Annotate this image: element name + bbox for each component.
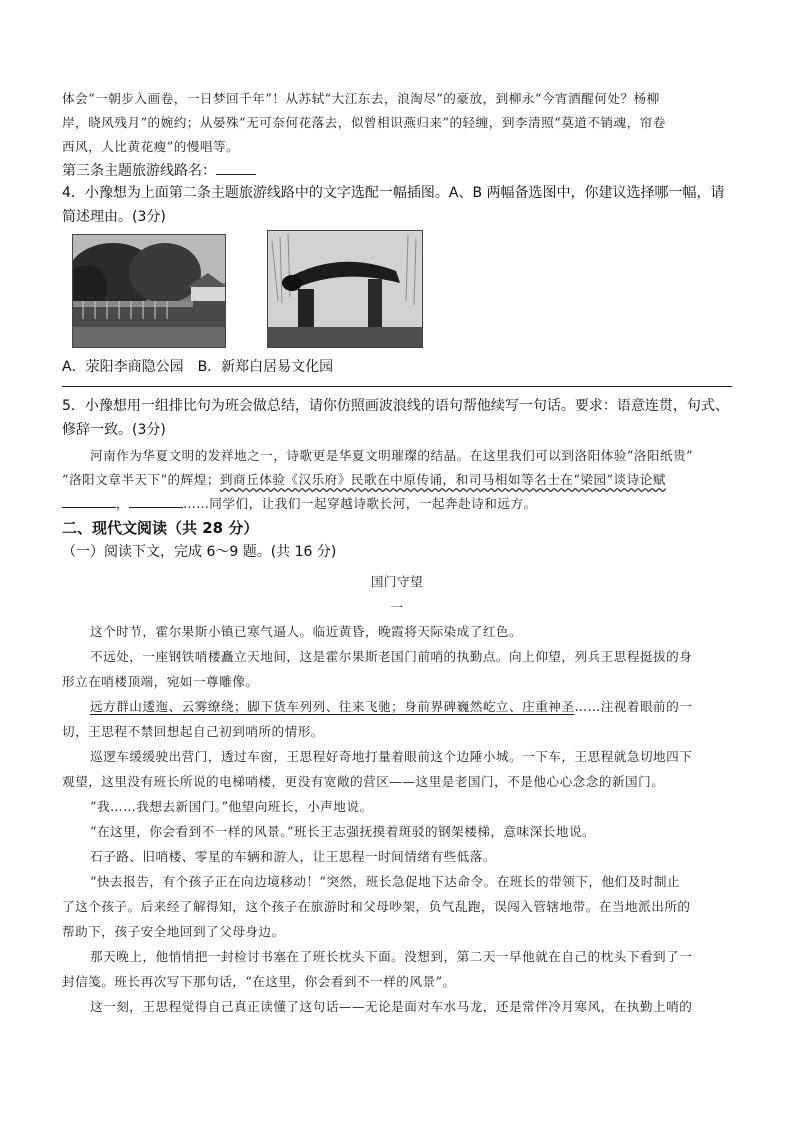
article-line: 那天晚上，他悄悄把一封检讨书塞在了班长枕头下面。没想到，第二天一早他就在自己的枕头下看到了一 — [90, 949, 693, 964]
q5-paragraph-line — [62, 493, 732, 517]
q5-paragraph-line: 河南作为华夏文明的发祥地之一，诗歌更是华夏文明璀璨的结晶。在这里我们可以到洛阳体验“洛阳纸贵” — [90, 448, 694, 463]
photo-b — [267, 230, 423, 348]
photo-a — [72, 234, 226, 348]
question-5-line: 5．小豫想用一组排比句为班会做总结，请你仿照画波浪线的语句帮他续写一句话。要求：语意连贯，句式、 — [62, 398, 729, 414]
q5-text: “洛阳文章半天下”的辉煌； — [62, 472, 220, 487]
article-line: 这个时节，霍尔果斯小镇已寒气逼人。临近黄昏，晚霞将天际染成了红色。 — [90, 624, 523, 639]
q5-text: ……同学们，让我们一起穿越诗歌长河，一起奔赴诗和远方。 — [183, 496, 537, 511]
underlined-sentence: 远方群山逶迤、云雾缭绕；脚下货车列列、往来飞驰；身前界碑巍然屹立、庄重神圣 — [90, 699, 575, 714]
text-line: 西风，人比黄花瘦”的慢唱等。 — [62, 139, 240, 154]
article-line: “在这里，你会看到不一样的风景。”班长王志强抚摸着斑驳的钢架楼梯，意味深长地说。 — [90, 824, 596, 839]
route-label: 第三条主题旅游线路名： — [62, 163, 216, 179]
article-line: “快去报告，有个孩子正在向边境移动！”突然，班长急促地下达命令。在班长的带领下，他们及时制止 — [90, 874, 681, 889]
question-4-line: 简述理由。(3分) — [62, 209, 166, 225]
question-5-line: 修辞一致。(3分) — [62, 422, 166, 438]
question-4-line: 4．小豫想为上面第二条主题旅游线路中的文字选配一幅插图。A、B 两幅备选图中，你建议选择哪一幅，请 — [62, 185, 725, 201]
article-text: ……注视着眼前的一 — [574, 699, 693, 714]
article-line: 形立在哨楼顶端，宛如一尊雕像。 — [62, 674, 259, 689]
article-line: 巡逻车缓缓驶出营门，透过车窗，王思程好奇地打量着眼前这个边陲小城。一下车，王思程就急切地四下 — [90, 749, 693, 764]
answer-blank[interactable] — [216, 174, 256, 175]
article-line: 帮助下，孩子安全地回到了父母身边。 — [62, 924, 285, 939]
article-line: 切，王思程不禁回想起自己初到哨所的情形。 — [62, 724, 324, 739]
answer-blank[interactable] — [129, 507, 183, 508]
article-line: 封信笺。班长再次写下那句话，“在这里，你会看到不一样的风景”。 — [62, 974, 456, 989]
article-line: 了这个孩子。后来经了解得知，这个孩子在旅游时和父母吵架，负气乱跑，误闯入管辖地带。在当地派出所的 — [62, 899, 691, 914]
pavilion-photo — [268, 231, 422, 347]
exam-page — [62, 88, 732, 1021]
wavy-underlined-sentence: 到商丘体验《汉乐府》民歌在中原传诵，和司马相如等名士在“梁园”谈诗论赋 — [219, 472, 666, 487]
q5-paragraph-line — [62, 469, 732, 493]
route-name-question — [62, 160, 732, 182]
park-photo — [73, 235, 225, 347]
article-part-number: 一 — [390, 600, 404, 615]
text-line: 体会“一朝步入画卷，一日梦回千年”！从苏轼“大江东去，浪淘尽”的豪放，到柳永“今宵酒醒何处？杨柳 — [62, 91, 660, 106]
article-line: 不远处，一座钢铁哨楼矗立天地间，这是霍尔果斯老国门前哨的执勤点。向上仰望，列兵王思程挺拔的身 — [90, 649, 693, 664]
answer-blank[interactable] — [62, 507, 116, 508]
article-line: 观望，这里没有班长所说的电梯哨楼，更没有宽敞的营区——这里是老国门，不是他心心念念的新国门。 — [62, 774, 665, 789]
article-line — [62, 696, 732, 721]
article-line: 石子路、旧哨楼、零星的车辆和游人，让王思程一时间情绪有些低落。 — [90, 849, 496, 864]
section-heading: 二、现代文阅读（共 28 分） — [62, 519, 259, 537]
article-line: 这一刻，王思程觉得自己真正读懂了这句话——无论是面对车水马龙，还是常伴冷月寒风，在执勤上哨的 — [90, 999, 693, 1014]
answer-line[interactable] — [62, 386, 732, 387]
image-captions: A．荥阳李商隐公园 B．新郑白居易文化园 — [62, 359, 334, 375]
q5-text: ， — [116, 496, 130, 511]
article-line: “我……我想去新国门。”他望向班长，小声地说。 — [90, 799, 373, 814]
illustration-options — [62, 234, 732, 354]
section-subheading: （一）阅读下文，完成 6～9 题。(共 16 分) — [62, 544, 337, 560]
article-title: 国门守望 — [370, 574, 424, 589]
text-line: 岸，晓风残月”的婉约；从晏殊“无可奈何花落去，似曾相识燕归来”的轻缠，到李清照“莫道不销魂，帘卷 — [62, 115, 666, 130]
